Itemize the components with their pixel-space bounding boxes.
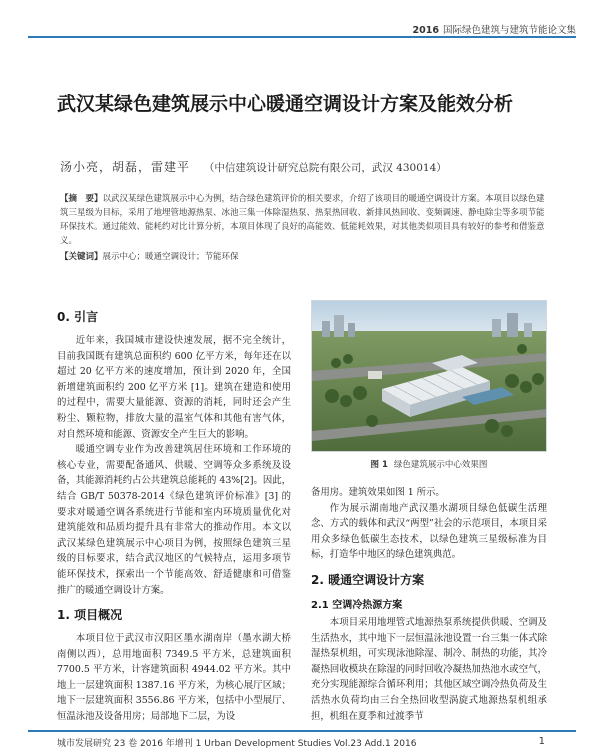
journal-header xyxy=(413,22,576,36)
overview-heading: 1. 项目概况 xyxy=(57,608,123,623)
overview-paragraph-1: 本项目位于武汉市汉阳区墨水湖南岸（墨水湖大桥南侧以西），总用地面积 7349.5 平方米，总建筑面积 7700.5 平方米，计容建筑面积 4944.02 平方米。其中地上一层建筑面积 1387.16 平方米，为核心展厅区域；地下一层建筑面积 3556.86 平方米，包括中小型展厅、恒温泳池及设备用房；局部地下二层，为设 xyxy=(57,633,291,723)
keywords-label: 【关键词】 xyxy=(60,252,103,262)
left-column xyxy=(57,300,291,725)
paper-title: 武汉某绿色建筑展示中心暖通空调设计方案及能效分析 xyxy=(57,93,514,115)
abstract-label: 【摘 要】 xyxy=(60,194,103,204)
abstract-text: 以武汉某绿色建筑展示中心为例，结合绿色建筑评价的相关要求，介绍了该项目的暖通空调设计方案。本项目以绿色建筑三星级为目标，采用了地埋管地源热泵、冰池三集一体除湿热泵、热泵热回收、新排风热回收、变频调速、静电除尘等多项节能环保技术。通过能效、能耗约对比计算分析，本项目体现了良好的高能效、低能耗效果，对其他类似项目具有较好的参考和借鉴意义。 xyxy=(60,194,545,246)
right-paragraph-0: 备用房。建筑效果如图 1 所示。 xyxy=(311,487,445,498)
footer-rule xyxy=(28,730,576,732)
author-line xyxy=(60,158,447,175)
figure-caption-text: 绿色建筑展示中心效果图 xyxy=(393,460,488,470)
page-number: 1 xyxy=(538,736,545,747)
hvac-paragraph-1: 本项目采用地埋管式地源热泵系统提供供暖、空调及生活热水，其中地下一层恒温泳池设置一台三集一体式除湿热泵机组，可实现泳池除湿、制冷、制热的功能，其冷凝热回收模块在除湿的同时回收冷凝热加热池水或空气，充分实现能源综合循环利用；其他区域空调冷热负荷及生活热水负荷均由三台全热回收型涡旋式地源热泵机组承担，机组在夏季和过渡季节 xyxy=(311,616,547,722)
intro-paragraph-1: 近年来，我国城市建设快速发展，据不完全统计，目前我国既有建筑总面积约 600 亿平方米，每年还在以超过 20 亿平方米的速度增加，预计到 2020 年，全国新增建筑面积约 200 亿平方米 [1]。建筑在建造和使用的过程中，需要大量能源、资源的消耗，同时还会产生粉尘、颗粒物，排放大量的温室气体和其他有害气体，对自然环境和能源、资源安全产生巨大的影响。 xyxy=(57,335,291,440)
building-rendering-illustration xyxy=(312,301,547,452)
keywords-text: 展示中心；暖通空调设计；节能环保 xyxy=(102,252,239,262)
figure-1-rendering xyxy=(311,300,547,452)
author-names: 汤小亮，胡磊，雷建平 xyxy=(60,160,191,174)
page-header xyxy=(0,0,600,40)
hvac-heading: 2. 暖通空调设计方案 xyxy=(311,572,425,587)
header-year: 2016 xyxy=(412,25,439,36)
footer-journal: 城市发展研究 23 卷 2016 年增刊 1 Urban Development Studies Vol.23 Add.1 2016 xyxy=(57,739,417,749)
abstract-paragraph xyxy=(60,192,548,248)
intro-heading: 0. 引言 xyxy=(57,310,99,324)
figure-label: 图 1 xyxy=(370,460,388,470)
right-paragraph-1: 作为展示湖南地产武汉墨水湖项目绿色低碳生活理念、方式的载体和武汉“两型”社会的示范项目，本项目采用众多绿色低碳生态技术，以绿色建筑三星级标准为目标，打造华中地区的绿色建筑典范。 xyxy=(311,502,547,561)
abstract xyxy=(60,192,548,264)
intro-paragraph-2: 暖通空调专业作为改善建筑居住环境和工作环境的核心专业，需要配备通风、供暖、空调等众多系统及设备，其能源消耗约占公共建筑总能耗的 43%[2]。因此，结合 GB/T 50378-2014《绿色建筑评价标准》[3] 的要求对暖通空调各系统进行节能和室内环境质量优化对建筑能效和品质均提升具有非常大的推动作用。本文以武汉某绿色建筑展示中心项目为例，按照绿色建筑三星级的目标要求，结合武汉地区的气候特点，运用多项节能环保技术，探索出一个节能高效、舒适健康和可借鉴推广的暖通空调设计方案。 xyxy=(57,444,291,596)
hvac-subheading: 2.1 空调冷热源方案 xyxy=(311,599,403,611)
author-affiliation: （中信建筑设计研究总院有限公司，武汉 430014） xyxy=(203,162,447,174)
right-column xyxy=(311,485,547,724)
header-rule xyxy=(28,36,576,38)
keywords-paragraph xyxy=(60,250,548,264)
figure-1-caption xyxy=(311,458,547,470)
header-journal: 国际绿色建筑与建筑节能论文集 xyxy=(442,25,576,36)
